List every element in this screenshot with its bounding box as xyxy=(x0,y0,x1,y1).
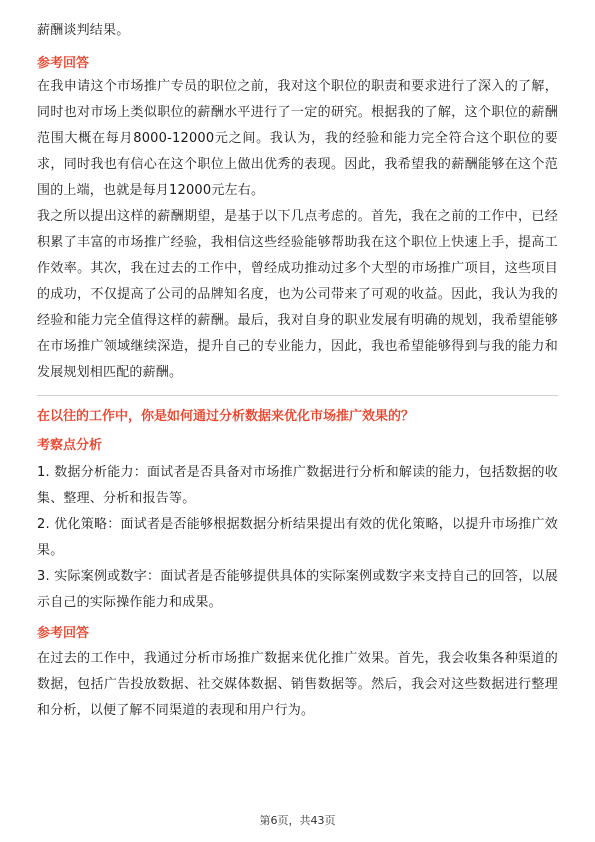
intro-tail-paragraph: 薪酬谈判结果。 xyxy=(37,23,130,38)
answer1-paragraph-2: 我之所以提出这样的薪酬期望，是基于以下几点考虑的。首先，我在之前的工作中，已经积累了丰富的市场推广经验，我相信这些经验能够帮助我在这个职位上快速上手，提高工作效率。其次，我在过去的工作中，曾经成功推动过多个大型的市场推广项目，这些项目的成功，不仅提高了公司的品牌知名度，也为公司带来了可观的收益。因此，我认为我的经验和能力完全值得这样的薪酬。最后，我对自身的职业发展有明确的规划，我希望能够在市场推广领域继续深造，提升自己的专业能力，因此，我也希望能够得到与我的能力和发展规划相匹配的薪酬。 xyxy=(37,209,558,380)
question-title: 在以往的工作中，你是如何通过分析数据来优化市场推广效果的？ xyxy=(37,409,415,424)
analysis-point-1: 1. 数据分析能力：面试者是否具备对市场推广数据进行分析和解读的能力，包括数据的收集、整理、分析和报告等。 xyxy=(37,465,558,506)
answer2-paragraph-1: 在过去的工作中，我通过分析市场推广数据来优化推广效果。首先，我会收集各种渠道的数据，包括广告投放数据、社交媒体数据、销售数据等。然后，我会对这些数据进行整理和分析，以便了解不同渠道的表现和用户行为。 xyxy=(37,651,558,718)
page-number-footer: 第6页，共43页 xyxy=(259,814,336,827)
analysis-heading: 考察点分析 xyxy=(37,438,103,453)
analysis-point-3: 3. 实际案例或数字：面试者是否能够提供具体的实际案例或数字来支持自己的回答，以展示自己的实际操作能力和成果。 xyxy=(37,569,558,610)
answer1-paragraph-1: 在我申请这个市场推广专员的职位之前，我对这个职位的职责和要求进行了深入的了解，同时也对市场上类似职位的薪酬水平进行了一定的研究。根据我的了解，这个职位的薪酬范围大概在每月8000-12000元之间。我认为，我的经验和能力完全符合这个职位的要求，同时我也有信心在这个职位上做出优秀的表现。因此，我希望我的薪酬能够在这个范围的上端，也就是每月12000元左右。 xyxy=(37,79,558,198)
analysis-point-2: 2. 优化策略：面试者是否能够根据数据分析结果提出有效的优化策略，以提升市场推广效果。 xyxy=(37,517,558,558)
document-page xyxy=(37,18,558,724)
reference-answer-heading-2: 参考回答 xyxy=(37,626,90,641)
section-divider xyxy=(37,395,558,396)
reference-answer-heading: 参考回答 xyxy=(37,56,90,71)
